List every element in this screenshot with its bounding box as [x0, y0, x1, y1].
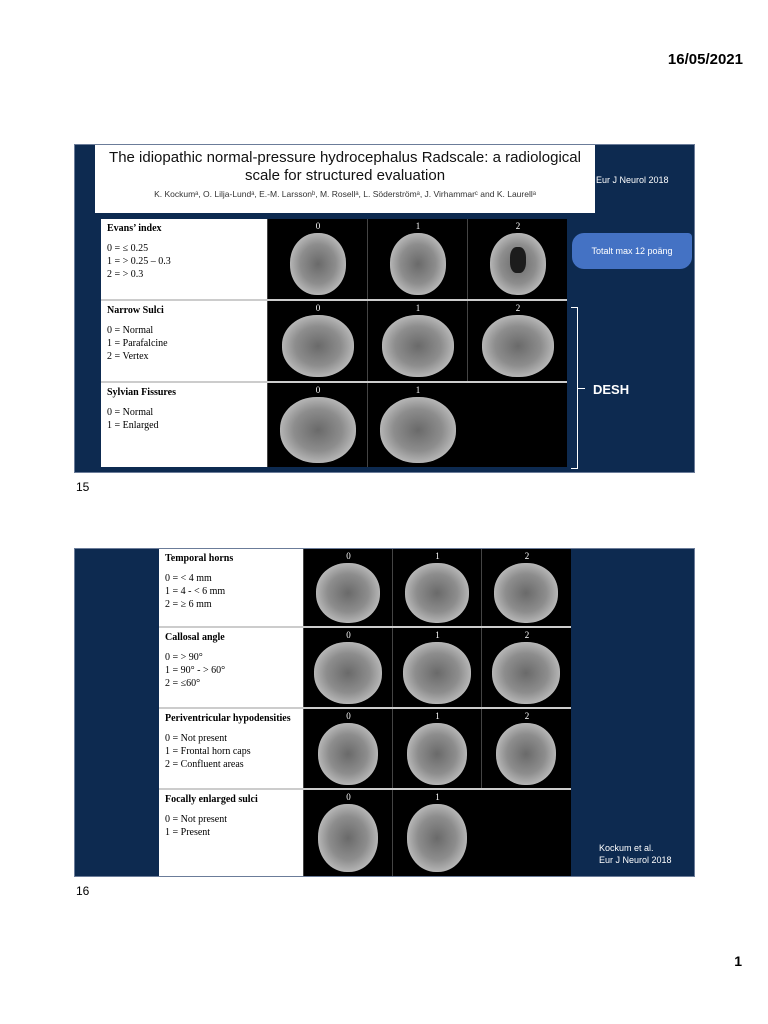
slide-15	[74, 144, 695, 473]
citation	[599, 842, 672, 866]
row-title: Callosal angle	[165, 632, 225, 643]
ct-scan-image	[380, 397, 456, 463]
article-authors	[95, 189, 595, 199]
slide-16	[74, 548, 695, 877]
grade-label: 1	[435, 551, 440, 561]
legend-item: 2 = Vertex	[107, 351, 149, 362]
row-title: Narrow Sulci	[107, 305, 164, 316]
row-legend	[165, 732, 301, 771]
scan-cell	[392, 709, 482, 788]
grade-label: 0	[315, 385, 321, 395]
grade-label: 2	[515, 221, 521, 231]
scan-cell	[392, 790, 482, 876]
legend-item: 2 = > 0.3	[107, 269, 144, 280]
row-legend	[107, 242, 265, 281]
radscale-table-2	[159, 549, 571, 876]
row-legend	[107, 406, 265, 432]
legend-item: 1 = Present	[165, 827, 211, 838]
row-label	[159, 628, 301, 707]
scan-cell	[392, 549, 482, 626]
legend-item: 1 = Enlarged	[107, 420, 159, 431]
scan-cell	[367, 301, 468, 381]
legend-item: 0 = Normal	[107, 325, 154, 336]
scan-cell	[267, 219, 368, 299]
grade-label: 1	[415, 385, 421, 395]
ct-scan-image	[407, 804, 467, 872]
ct-scan-image	[316, 563, 380, 623]
article-header	[95, 145, 595, 213]
ct-scan-image	[282, 315, 354, 377]
legend-item: 1 = 90° - > 60°	[165, 665, 226, 676]
legend-item: 0 = Normal	[107, 407, 154, 418]
grade-label: 2	[524, 630, 530, 640]
legend-item: 0 = Not present	[165, 814, 228, 825]
ct-scan-image	[318, 804, 378, 872]
ct-scan-image	[382, 315, 454, 377]
scan-images	[303, 549, 571, 626]
scan-images	[303, 709, 571, 788]
desh-bracket-tick	[577, 388, 585, 389]
scan-cell	[481, 709, 572, 788]
scan-cell	[481, 549, 572, 626]
table-row	[101, 301, 567, 383]
grade-label: 1	[415, 221, 421, 231]
scan-cell	[303, 549, 393, 626]
scan-cell	[367, 219, 468, 299]
ct-scan-image	[314, 642, 382, 704]
scan-images	[267, 219, 567, 299]
row-title: Temporal horns	[165, 553, 234, 564]
ct-scan-image	[490, 233, 546, 295]
scan-cell	[367, 383, 468, 467]
table-row	[101, 219, 567, 301]
scan-cell	[303, 790, 393, 876]
grade-label: 0	[346, 630, 351, 640]
table-row	[159, 709, 571, 790]
row-label	[101, 219, 265, 299]
scan-images	[303, 628, 571, 707]
legend-item: 2 = ≤60°	[165, 678, 201, 689]
grade-label: 1	[435, 792, 440, 802]
legend-item: 0 = < 4 mm	[165, 573, 212, 584]
row-label	[101, 301, 265, 381]
ct-scan-image	[318, 723, 378, 785]
authors-text: K. Kockumᵃ, O. Lilja-Lundᵃ, E.-M. Larssonᵇ, M. Rosellᵃ, L. Söderströmᵃ, J. Virhammarᶜ and K. Laurellᵃ	[154, 189, 536, 199]
row-title: Focally enlarged sulci	[165, 794, 258, 805]
scan-cell	[267, 301, 368, 381]
scan-images	[303, 790, 571, 876]
grade-label: 2	[524, 551, 530, 561]
radscale-table-1	[101, 219, 567, 467]
callout-bubble: Totalt max 12 poäng	[572, 233, 692, 269]
row-title: Periventricular hypodensities	[165, 713, 291, 724]
grade-label: 0	[346, 551, 351, 561]
slide-number: 16	[76, 884, 90, 898]
table-row	[159, 790, 571, 876]
scan-cell	[303, 709, 393, 788]
legend-item: 1 = Frontal horn caps	[165, 746, 251, 757]
desh-label: DESH	[593, 382, 630, 397]
legend-item: 2 = ≥ 6 mm	[165, 599, 212, 610]
journal-reference: Eur J Neurol 2018	[596, 175, 669, 185]
ct-scan-image	[492, 642, 560, 704]
ct-scan-image	[407, 723, 467, 785]
page-number: 1	[734, 953, 742, 969]
grade-label: 2	[515, 303, 521, 313]
legend-item: 2 = Confluent areas	[165, 759, 244, 770]
ct-scan-image	[280, 397, 356, 463]
row-legend	[165, 572, 301, 611]
slide-number: 15	[76, 480, 90, 494]
legend-item: 0 = > 90°	[165, 652, 203, 663]
ct-scan-image	[482, 315, 554, 377]
grade-label: 1	[415, 303, 421, 313]
row-label	[159, 709, 301, 788]
scan-cell	[392, 628, 482, 707]
row-legend	[165, 651, 301, 690]
scan-images	[267, 383, 567, 467]
row-label	[159, 790, 301, 876]
legend-item: 0 = Not present	[165, 733, 228, 744]
scan-cell	[267, 383, 368, 467]
ct-scan-image	[494, 563, 558, 623]
legend-item: 0 = ≤ 0.25	[107, 243, 149, 254]
table-row	[159, 549, 571, 628]
citation-line: Kockum et al.	[599, 843, 654, 853]
scan-cell	[303, 628, 393, 707]
row-legend	[165, 813, 301, 839]
ct-scan-image	[405, 563, 469, 623]
row-label	[159, 549, 301, 626]
ct-scan-image	[290, 233, 346, 295]
table-row	[101, 383, 567, 467]
table-row	[159, 628, 571, 709]
legend-item: 1 = Parafalcine	[107, 338, 168, 349]
grade-label: 1	[435, 711, 440, 721]
row-legend	[107, 324, 265, 363]
scan-cell	[481, 628, 572, 707]
ct-scan-image	[496, 723, 556, 785]
scan-images	[267, 301, 567, 381]
row-label	[101, 383, 265, 467]
row-title: Sylvian Fissures	[107, 387, 176, 398]
article-title: The idiopathic normal-pressure hydrocephalus Radscale: a radiological scale for structured evaluation	[109, 149, 581, 184]
ct-scan-image	[403, 642, 471, 704]
grade-label: 1	[435, 630, 440, 640]
scan-cell	[467, 219, 568, 299]
grade-label: 2	[524, 711, 530, 721]
legend-item: 1 = 4 - < 6 mm	[165, 586, 226, 597]
row-title: Evans’ index	[107, 223, 162, 234]
grade-label: 0	[315, 221, 321, 231]
header-date: 16/05/2021	[667, 51, 743, 68]
ct-scan-image	[390, 233, 446, 295]
citation-line: Eur J Neurol 2018	[599, 855, 672, 865]
legend-item: 1 = > 0.25 – 0.3	[107, 256, 171, 267]
scan-cell	[467, 301, 568, 381]
grade-label: 0	[346, 711, 351, 721]
grade-label: 0	[315, 303, 321, 313]
grade-label: 0	[346, 792, 351, 802]
